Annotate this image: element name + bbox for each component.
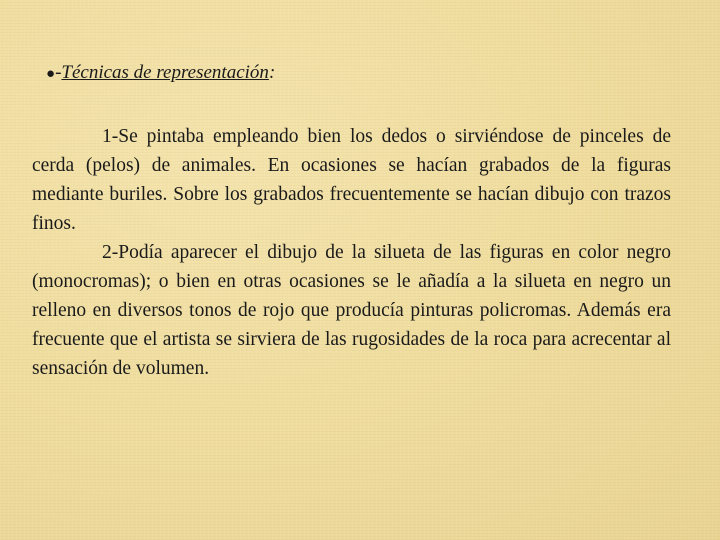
heading-prefix: - (55, 62, 62, 83)
slide-heading (46, 62, 275, 84)
heading-suffix: : (268, 62, 276, 83)
paragraph-1: 1-Se pintaba empleando bien los dedos o sirviéndose de pinceles de cerda (pelos) de animales. En ocasiones se hacían grabados de la figuras mediante buriles. Sobre los grabados frecuentemente se hacían dibujo con trazos finos. (32, 126, 671, 234)
heading-title: Técnicas de representación (61, 62, 269, 83)
paragraph-2: 2-Podía aparecer el dibujo de la silueta de las figuras en color negro (monocromas); o bien en otras ocasiones se le añadía a la silueta en negro un relleno en diversos tonos de rojo que producía pinturas policromas. Además era frecuente que el artista se sirviera de las rugosidades de la roca para acrecentar al sensación de volumen. (32, 242, 671, 379)
bullet-icon: ● (46, 66, 56, 82)
slide-body (32, 122, 671, 383)
